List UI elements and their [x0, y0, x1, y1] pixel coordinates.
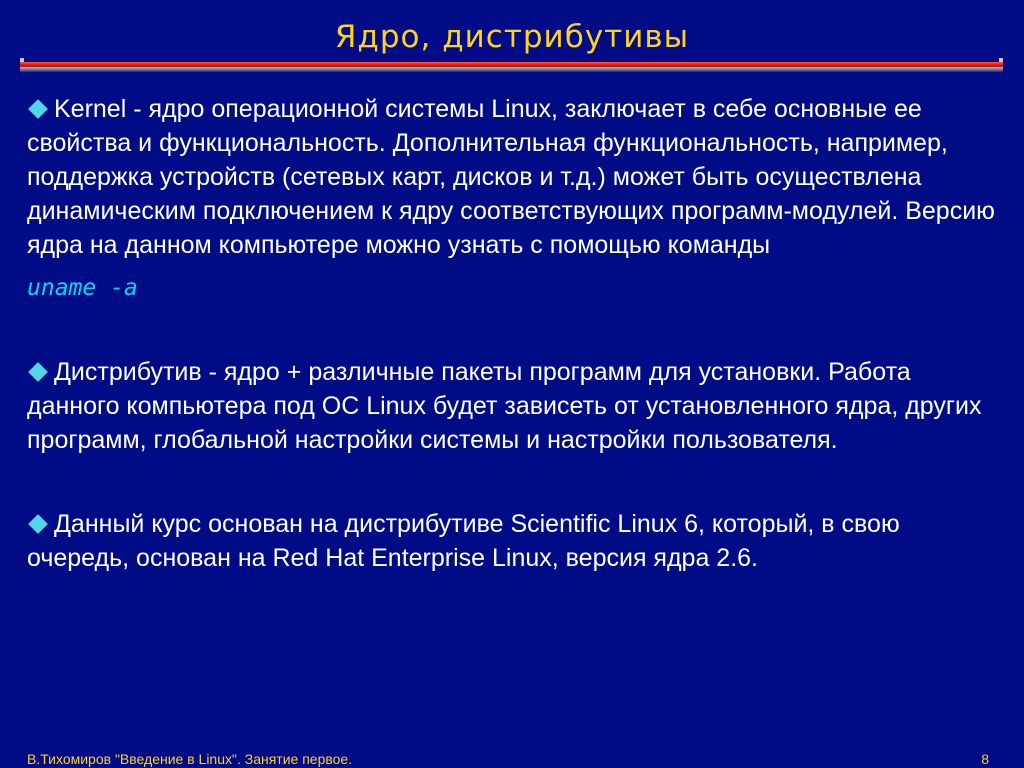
- page-number: 8: [981, 751, 989, 767]
- title-rule-shadow: [20, 67, 1003, 72]
- slide-title: Ядро, дистрибутивы: [334, 19, 690, 55]
- footer-author: В.Тихомиров "Введение в Linux". Занятие первое.: [27, 751, 353, 767]
- paragraph-kernel-text: Kernel - ядро операционной системы Linux, заключает в себе основные ее свойства и функциональность. Дополнительная функциональность, например, поддержка устройств (сетевых карт, дисков и т.д.) может быть осуществлена динамическим подключением к ядру соответствующих программ-модулей. Версию ядра на данном компьютере можно узнать с помощью команды: [27, 95, 995, 259]
- diamond-bullet-icon: [28, 362, 48, 382]
- diamond-bullet-icon: [28, 99, 48, 119]
- slide-content: [27, 92, 1002, 575]
- paragraph-kernel: [27, 92, 1002, 262]
- diamond-bullet-icon: [28, 514, 48, 534]
- paragraph-distribution-text: Дистрибутив - ядро + различные пакеты программ для установки. Работа данного компьютера под ОС Linux будет зависеть от установленного ядра, других программ, глобальной настройки системы и настройки пользователя.: [27, 358, 982, 454]
- paragraph-course-text: Данный курс основан на дистрибутиве Scientific Linux 6, который, в свою очередь, основан на Red Hat Enterprise Linux, версия ядра 2.6.: [27, 510, 900, 572]
- paragraph-course: [27, 507, 1002, 575]
- command-uname: uname -a: [27, 275, 138, 301]
- paragraph-distribution: [27, 355, 1002, 457]
